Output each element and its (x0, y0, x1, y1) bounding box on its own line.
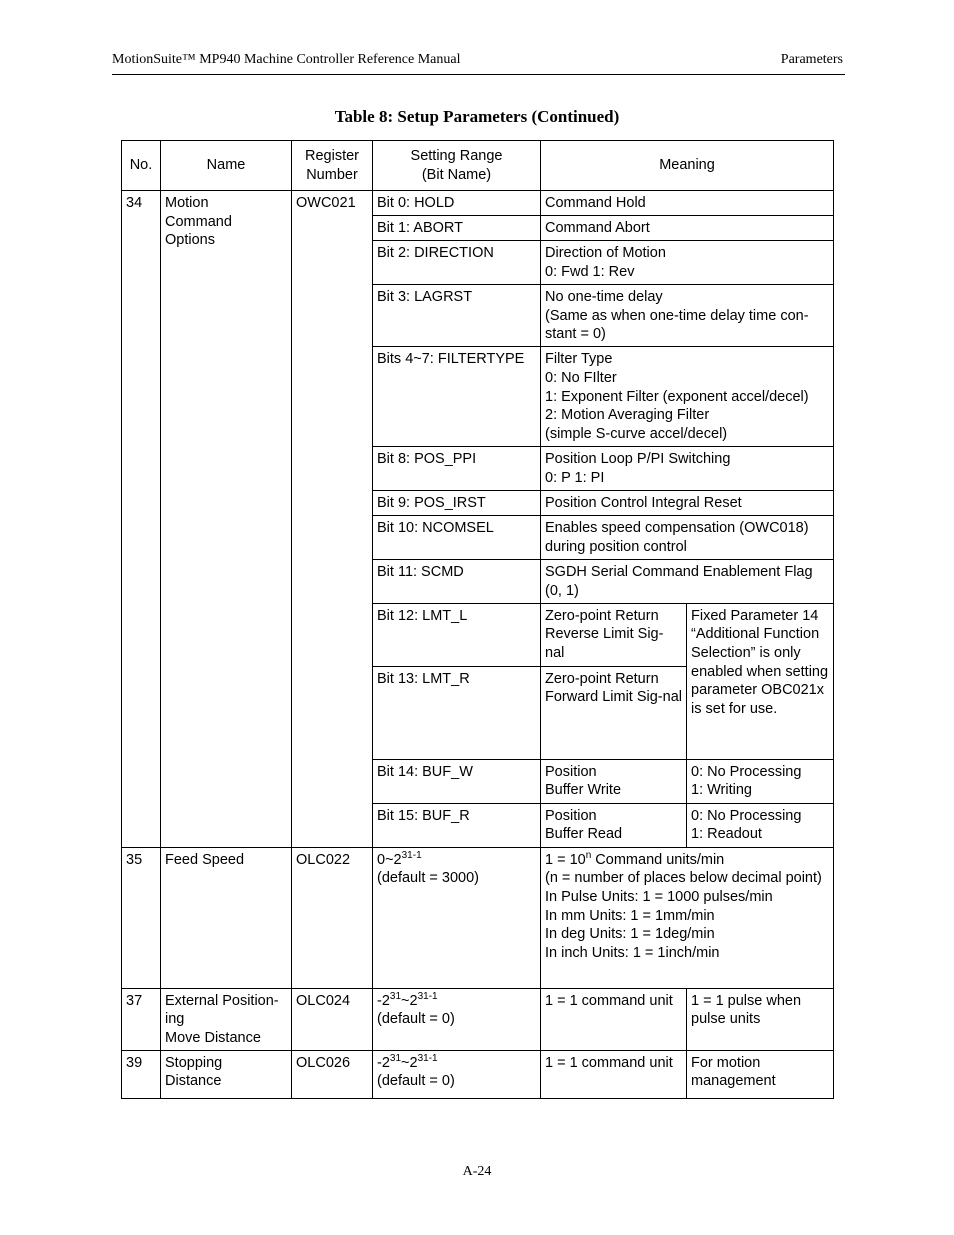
bit-meaning: Position Loop P/PI Switching 0: P 1: PI (541, 447, 834, 491)
bit-name: Bit 10: NCOMSEL (373, 516, 541, 560)
bit-name: Bit 13: LMT_R (373, 666, 541, 759)
bit-meaning: Enables speed compensation (OWC018) during position control (541, 516, 834, 560)
range-default: (default = 0) (377, 1011, 455, 1028)
column-header-register: Register Number (292, 141, 373, 191)
range-default: (default = 0) (377, 1073, 455, 1090)
bit-name: Bit 11: SCMD (373, 560, 541, 603)
bit-name: Bit 1: ABORT (373, 216, 541, 241)
range-exponent: 31 (389, 990, 402, 1002)
column-header-meaning: Meaning (541, 141, 834, 191)
param-register: OWC021 (292, 191, 373, 848)
meaning-prefix: 1 = 10 (545, 851, 586, 868)
bit-meaning: Command Abort (541, 216, 834, 241)
setting-range (373, 988, 541, 1050)
meaning-suffix: Command units/min (591, 851, 725, 868)
limit-signal-note: Fixed Parameter 14 “Additional Function Selection” is only enabled when setting parameter OBC021x is set for use. (687, 603, 834, 759)
setting-range (373, 1050, 541, 1098)
param-no: 34 (122, 191, 161, 848)
param-detail: For motion management (687, 1050, 834, 1098)
page-header (112, 52, 845, 75)
param-name: Motion Command Options (161, 191, 292, 848)
bit-name: Bit 2: DIRECTION (373, 241, 541, 285)
bit-meaning: Position Buffer Write (541, 759, 687, 803)
bit-meaning: Position Control Integral Reset (541, 491, 834, 516)
bit-name: Bit 9: POS_IRST (373, 491, 541, 516)
bit-meaning: Filter Type 0: No FIlter 1: Exponent Filter (exponent accel/decel) 2: Motion Averaging Filter (simple S-curve accel/decel) (541, 347, 834, 447)
range-part: ~2 (401, 1054, 418, 1071)
param-name: External Position-ing Move Distance (161, 988, 292, 1050)
setting-range (373, 847, 541, 988)
param-no: 39 (122, 1050, 161, 1098)
bit-name: Bit 0: HOLD (373, 191, 541, 216)
column-header-name: Name (161, 141, 292, 191)
param-no: 35 (122, 847, 161, 988)
param-meaning: 1 = 1 command unit (541, 988, 687, 1050)
bit-meaning: Position Buffer Read (541, 803, 687, 847)
range-exponent: 31-1 (401, 849, 422, 861)
param-meaning: 1 = 1 command unit (541, 1050, 687, 1098)
setup-parameters-table (121, 140, 834, 1099)
bit-name: Bit 14: BUF_W (373, 759, 541, 803)
bit-meaning: Direction of Motion 0: Fwd 1: Rev (541, 241, 834, 285)
bit-name: Bit 15: BUF_R (373, 803, 541, 847)
meaning-details: (n = number of places below decimal point) In Pulse Units: 1 = 1000 pulses/min In mm Units: 1 = 1mm/min In deg Units: 1 = 1deg/min In inch Units: 1 = 1inch/min (545, 870, 822, 962)
range-exponent: 31 (389, 1052, 402, 1064)
table-header-row (122, 141, 834, 191)
param-register: OLC022 (292, 847, 373, 988)
bit-detail: 0: No Processing 1: Readout (687, 803, 834, 847)
bit-meaning: No one-time delay (Same as when one-time delay time con-stant = 0) (541, 285, 834, 347)
table-row (122, 847, 834, 988)
bit-meaning: Zero-point Return Forward Limit Sig-nal (541, 666, 687, 759)
bit-name: Bits 4~7: FILTERTYPE (373, 347, 541, 447)
manual-title: MotionSuite™ MP940 Machine Controller Reference Manual (112, 52, 461, 67)
bit-detail: 0: No Processing 1: Writing (687, 759, 834, 803)
section-name: Parameters (780, 52, 843, 67)
bit-meaning: Zero-point Return Reverse Limit Sig-nal (541, 603, 687, 666)
param-register: OLC026 (292, 1050, 373, 1098)
param-name: Stopping Distance (161, 1050, 292, 1098)
param-detail: 1 = 1 pulse when pulse units (687, 988, 834, 1050)
column-header-setting-range: Setting Range (Bit Name) (373, 141, 541, 191)
range-exponent: 31-1 (417, 1052, 438, 1064)
bit-name: Bit 8: POS_PPI (373, 447, 541, 491)
range-part: ~2 (401, 992, 418, 1009)
bit-name: Bit 3: LAGRST (373, 285, 541, 347)
range-part: -2 (377, 1054, 390, 1071)
meaning-exponent: n (585, 849, 592, 861)
range-exponent: 31-1 (417, 990, 438, 1002)
page-number: A-24 (462, 1164, 492, 1179)
range-default: (default = 3000) (377, 870, 479, 887)
param-no: 37 (122, 988, 161, 1050)
table-row (122, 988, 834, 1050)
table-title: Table 8: Setup Parameters (Continued) (334, 107, 620, 126)
param-meaning (541, 847, 834, 988)
column-header-no: No. (122, 141, 161, 191)
param-register: OLC024 (292, 988, 373, 1050)
bit-name: Bit 12: LMT_L (373, 603, 541, 666)
range-base: 0~2 (377, 851, 402, 868)
param-name: Feed Speed (161, 847, 292, 988)
bit-meaning: SGDH Serial Command Enablement Flag (0, 1) (541, 560, 834, 603)
table-row (122, 191, 834, 216)
range-part: -2 (377, 992, 390, 1009)
bit-meaning: Command Hold (541, 191, 834, 216)
table-row (122, 1050, 834, 1098)
